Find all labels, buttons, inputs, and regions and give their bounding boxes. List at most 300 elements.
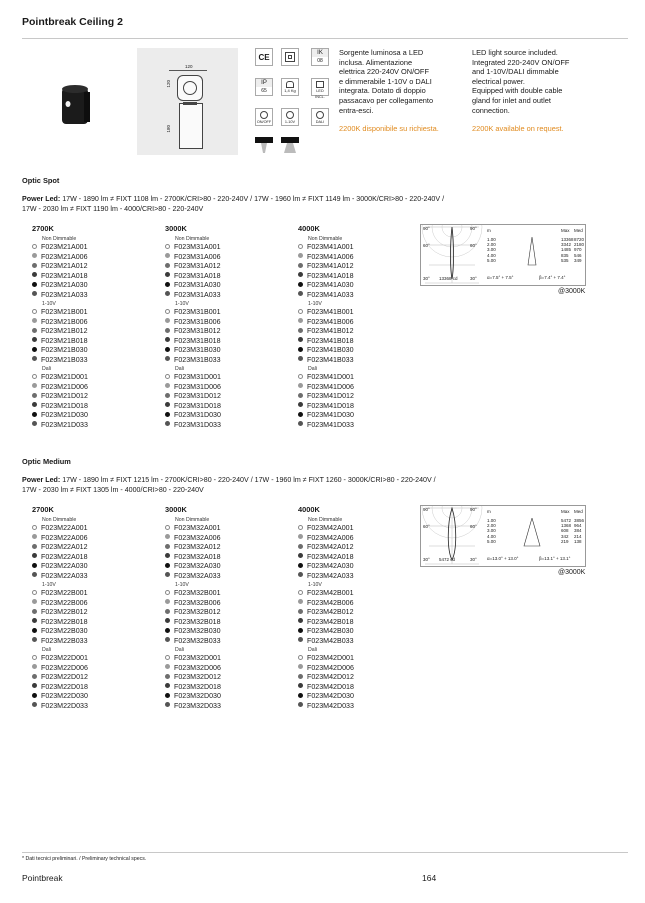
finish-color-swatch xyxy=(165,263,170,268)
product-code: F023M41A006 xyxy=(298,253,428,263)
table-cell: 3.00 xyxy=(487,247,496,253)
finish-color-swatch xyxy=(165,702,170,707)
angle-label: 60° xyxy=(423,243,430,248)
product-code: F023M21D012 xyxy=(32,392,162,402)
product-code: F023M21B030 xyxy=(32,346,162,356)
onoff-icon: ON/OFF xyxy=(255,108,273,126)
product-code: F023M41D030 xyxy=(298,411,428,421)
product-code: F023M32B030 xyxy=(165,627,295,637)
table-cell: 349 xyxy=(574,257,582,263)
table-cell: 138 xyxy=(574,538,582,544)
table-cell: 1368 xyxy=(561,523,572,529)
product-code: F023M22A001 xyxy=(32,524,162,534)
column-temperature: 2700K xyxy=(32,505,54,514)
product-code: F023M22B006 xyxy=(32,599,162,609)
product-code: F023M31B006 xyxy=(165,318,295,328)
finish-color-swatch xyxy=(32,599,37,604)
group-label: Dali xyxy=(42,647,51,653)
finish-color-swatch xyxy=(298,328,303,333)
dimmer-1-10v-icon: 1-10V xyxy=(281,108,299,126)
finish-color-swatch xyxy=(165,563,170,568)
product-code: F023M31D030 xyxy=(165,411,295,421)
product-code: F023M22A012 xyxy=(32,543,162,553)
finish-color-swatch xyxy=(165,599,170,604)
product-code: F023M41D033 xyxy=(298,421,428,431)
column-temperature: 2700K xyxy=(32,224,54,233)
finish-color-swatch xyxy=(32,525,37,530)
finish-color-swatch xyxy=(165,618,170,623)
finish-color-swatch xyxy=(298,421,303,426)
finish-color-swatch xyxy=(32,421,37,426)
product-code: F023M31A006 xyxy=(165,253,295,263)
finish-color-swatch xyxy=(298,253,303,258)
product-photo xyxy=(58,82,98,128)
table-cell: 964 xyxy=(574,523,582,529)
footer-divider xyxy=(22,852,628,853)
finish-color-swatch xyxy=(32,412,37,417)
table-cell: 2.00 xyxy=(487,523,496,529)
finish-color-swatch xyxy=(298,553,303,558)
angle-label: 30° xyxy=(470,557,477,562)
beam-medium-icon xyxy=(281,137,299,153)
product-code: F023M22A033 xyxy=(32,572,162,582)
product-code: F023M32D001 xyxy=(165,654,295,664)
product-code: F023M42B033 xyxy=(298,637,428,647)
finish-color-swatch xyxy=(298,534,303,539)
product-code: F023M41B012 xyxy=(298,327,428,337)
product-code: F023M42D030 xyxy=(298,692,428,702)
product-code: F023M22A030 xyxy=(32,562,162,572)
section-optic-spot xyxy=(0,176,645,446)
technical-drawing xyxy=(137,48,238,155)
class-ii-icon xyxy=(281,48,299,66)
finish-color-swatch xyxy=(32,356,37,361)
finish-color-swatch xyxy=(298,637,303,642)
product-code: F023M42B018 xyxy=(298,618,428,628)
finish-color-swatch xyxy=(32,282,37,287)
finish-color-swatch xyxy=(165,637,170,642)
product-code: F023M41B001 xyxy=(298,308,428,318)
code-column-2700k xyxy=(32,505,162,711)
ik-rating-icon: IK 08 xyxy=(311,48,329,66)
product-code: F023M42D018 xyxy=(298,683,428,693)
product-code: F023M32B006 xyxy=(165,599,295,609)
product-code: F023M32D018 xyxy=(165,683,295,693)
product-code: F023M31B030 xyxy=(165,346,295,356)
product-code: F023M42D012 xyxy=(298,673,428,683)
beam-cone-sketch xyxy=(517,237,547,267)
measurement-reference: @3000K xyxy=(558,569,586,576)
product-code: F023M41B033 xyxy=(298,356,428,366)
product-code: F023M31A001 xyxy=(165,243,295,253)
product-code: F023M42D006 xyxy=(298,664,428,674)
finish-color-swatch xyxy=(298,525,303,530)
finish-color-swatch xyxy=(298,664,303,669)
column-temperature: 3000K xyxy=(165,224,187,233)
product-code: F023M32A001 xyxy=(165,524,295,534)
product-code: F023M41B030 xyxy=(298,346,428,356)
finish-color-swatch xyxy=(32,263,37,268)
group-label: Dali xyxy=(308,366,317,372)
ce-mark-icon: CE xyxy=(255,48,273,66)
product-code: F023M41D018 xyxy=(298,402,428,412)
finish-color-swatch xyxy=(32,347,37,352)
product-code: F023M31B001 xyxy=(165,308,295,318)
finish-color-swatch xyxy=(165,309,170,314)
measurement-reference: @3000K xyxy=(558,288,586,295)
finish-color-swatch xyxy=(298,674,303,679)
product-code: F023M41A012 xyxy=(298,262,428,272)
dimension-width: 120 xyxy=(185,64,193,69)
product-code: F023M31A012 xyxy=(165,262,295,272)
finish-color-swatch xyxy=(165,412,170,417)
finish-color-swatch xyxy=(165,421,170,426)
code-column-3000k xyxy=(165,224,295,430)
table-cell: 5472 xyxy=(561,518,572,523)
table-cell: 4.00 xyxy=(487,252,496,258)
table-header: Max xyxy=(561,509,570,514)
finish-color-swatch xyxy=(298,393,303,398)
finish-color-swatch xyxy=(32,563,37,568)
group-label: 1-10V xyxy=(175,301,189,307)
product-code: F023M42A001 xyxy=(298,524,428,534)
beam-angle-alpha: α=7.5° + 7.5° xyxy=(487,275,514,280)
finish-color-swatch xyxy=(165,525,170,530)
group-label: Dali xyxy=(308,647,317,653)
table-cell: 219 xyxy=(561,538,569,544)
header-divider xyxy=(22,38,628,39)
ip-rating-icon: IP 65 xyxy=(255,78,273,96)
finish-color-swatch xyxy=(32,702,37,707)
finish-color-swatch xyxy=(298,609,303,614)
product-code: F023M21D001 xyxy=(32,373,162,383)
finish-color-swatch xyxy=(298,282,303,287)
finish-color-swatch xyxy=(165,674,170,679)
finish-color-swatch xyxy=(165,393,170,398)
group-label: Dali xyxy=(175,647,184,653)
finish-color-swatch xyxy=(165,572,170,577)
product-code: F023M21B006 xyxy=(32,318,162,328)
product-code: F023M32A030 xyxy=(165,562,295,572)
angle-label: 60° xyxy=(470,243,477,248)
finish-color-swatch xyxy=(298,693,303,698)
product-code: F023M42B030 xyxy=(298,627,428,637)
group-label: 1-10V xyxy=(42,301,56,307)
product-code: F023M32A033 xyxy=(165,572,295,582)
photometric-diagram xyxy=(420,505,586,567)
product-code: F023M22D006 xyxy=(32,664,162,674)
angle-label: 90° xyxy=(470,226,477,231)
product-code: F023M42B001 xyxy=(298,589,428,599)
angle-label: 60° xyxy=(423,524,430,529)
section-title: Optic Spot xyxy=(22,176,60,185)
product-code: F023M32B033 xyxy=(165,637,295,647)
product-code: F023M21B018 xyxy=(32,337,162,347)
finish-color-swatch xyxy=(298,374,303,379)
finish-color-swatch xyxy=(32,337,37,342)
product-code: F023M31D012 xyxy=(165,392,295,402)
product-code: F023M32B018 xyxy=(165,618,295,628)
finish-color-swatch xyxy=(298,309,303,314)
finish-color-swatch xyxy=(298,318,303,323)
finish-color-swatch xyxy=(32,664,37,669)
product-code: F023M42A030 xyxy=(298,562,428,572)
finish-color-swatch xyxy=(165,337,170,342)
product-code: F023M22A006 xyxy=(32,534,162,544)
product-code: F023M22B030 xyxy=(32,627,162,637)
finish-color-swatch xyxy=(165,244,170,249)
finish-color-swatch xyxy=(165,291,170,296)
finish-color-swatch xyxy=(32,383,37,388)
table-cell: 1.00 xyxy=(487,518,496,523)
product-code: F023M32A006 xyxy=(165,534,295,544)
table-cell: 2.00 xyxy=(487,242,496,248)
group-label: Non Dimmable xyxy=(175,517,210,523)
table-cell: 3.00 xyxy=(487,528,496,534)
product-code: F023M31B012 xyxy=(165,327,295,337)
product-code: F023M21B001 xyxy=(32,308,162,318)
product-code: F023M42A012 xyxy=(298,543,428,553)
product-code: F023M42D001 xyxy=(298,654,428,664)
finish-color-swatch xyxy=(32,572,37,577)
finish-color-swatch xyxy=(165,590,170,595)
footnote: * Dati tecnici preliminari. / Preliminary technical specs. xyxy=(22,856,147,862)
product-code: F023M31A033 xyxy=(165,291,295,301)
page-title: Pointbreak Ceiling 2 xyxy=(22,16,123,28)
table-header: Max xyxy=(561,228,570,233)
product-code: F023M32B012 xyxy=(165,608,295,618)
table-cell: 13368 xyxy=(561,237,574,242)
product-code: F023M21A033 xyxy=(32,291,162,301)
code-column-4000k xyxy=(298,224,428,430)
beam-angle-beta: β=7.4° + 7.4° xyxy=(539,275,566,280)
table-cell: 1.00 xyxy=(487,237,496,242)
product-code: F023M41B018 xyxy=(298,337,428,347)
finish-color-swatch xyxy=(32,291,37,296)
product-code: F023M42B006 xyxy=(298,599,428,609)
finish-color-swatch xyxy=(32,618,37,623)
finish-color-swatch xyxy=(165,282,170,287)
finish-color-swatch xyxy=(165,272,170,277)
code-column-2700k xyxy=(32,224,162,430)
product-code: F023M31D001 xyxy=(165,373,295,383)
product-code: F023M22B033 xyxy=(32,637,162,647)
finish-color-swatch xyxy=(298,291,303,296)
product-code: F023M21A018 xyxy=(32,272,162,282)
finish-color-swatch xyxy=(32,328,37,333)
table-header: Med xyxy=(574,228,583,233)
table-cell: 970 xyxy=(574,247,582,253)
column-temperature: 4000K xyxy=(298,505,320,514)
product-code: F023M41B006 xyxy=(298,318,428,328)
finish-color-swatch xyxy=(298,655,303,660)
finish-color-swatch xyxy=(32,374,37,379)
finish-color-swatch xyxy=(165,628,170,633)
product-code: F023M21A001 xyxy=(32,243,162,253)
table-header: Med xyxy=(574,509,583,514)
finish-color-swatch xyxy=(298,544,303,549)
power-spec: Power Led: 17W - 1890 lm ≠ FIXT 1108 lm - 2700K/CRI>80 - 220-240V / 17W - 1960 lm ≠ FIXT 1149 lm - 3000K/CRI>80 - 220-240V / 17W - 2030 lm ≠ FIXT 1190 lm - 4000/CRI>80 - 220-240V xyxy=(22,195,445,213)
dimension-height-top: 120 xyxy=(165,80,171,88)
finish-color-swatch xyxy=(165,664,170,669)
finish-color-swatch xyxy=(32,393,37,398)
beam-angle-alpha: α=13.0° + 13.0° xyxy=(487,556,519,561)
product-code: F023M31A030 xyxy=(165,281,295,291)
finish-color-swatch xyxy=(32,253,37,258)
dimension-height-body: 180 xyxy=(165,125,171,133)
finish-color-swatch xyxy=(165,328,170,333)
finish-color-swatch xyxy=(298,337,303,342)
product-code: F023M21D033 xyxy=(32,421,162,431)
table-cell: 535 xyxy=(561,257,569,263)
beam-cone-sketch xyxy=(517,518,547,548)
product-code: F023M22D030 xyxy=(32,692,162,702)
finish-color-swatch xyxy=(165,318,170,323)
group-label: 1-10V xyxy=(175,582,189,588)
group-label: 1-10V xyxy=(308,301,322,307)
group-label: Non Dimmable xyxy=(175,236,210,242)
finish-color-swatch xyxy=(298,402,303,407)
angle-label: 30° xyxy=(423,557,430,562)
table-cell: 384 xyxy=(574,528,582,534)
finish-color-swatch xyxy=(32,544,37,549)
product-code: F023M22D033 xyxy=(32,702,162,712)
product-code: F023M41D006 xyxy=(298,383,428,393)
finish-color-swatch xyxy=(32,553,37,558)
peak-intensity: 5472 cd xyxy=(439,557,456,562)
angle-label: 90° xyxy=(470,507,477,512)
finish-color-swatch xyxy=(32,318,37,323)
product-code: F023M32D012 xyxy=(165,673,295,683)
angle-label: 30° xyxy=(470,276,477,281)
product-code: F023M21A006 xyxy=(32,253,162,263)
finish-color-swatch xyxy=(298,572,303,577)
finish-color-swatch xyxy=(165,347,170,352)
dali-icon: DALI xyxy=(311,108,329,126)
note-english: 2200K available on request. xyxy=(472,124,564,134)
table-cell: 608 xyxy=(561,528,569,534)
finish-color-swatch xyxy=(165,356,170,361)
finish-color-swatch xyxy=(165,693,170,698)
finish-color-swatch xyxy=(298,244,303,249)
group-label: Dali xyxy=(175,366,184,372)
column-temperature: 3000K xyxy=(165,505,187,514)
finish-color-swatch xyxy=(32,244,37,249)
product-code: F023M21D006 xyxy=(32,383,162,393)
product-code: F023M42B012 xyxy=(298,608,428,618)
table-cell: 835 xyxy=(561,252,569,258)
table-cell: 342 xyxy=(561,533,569,539)
product-code: F023M21B033 xyxy=(32,356,162,366)
finish-color-swatch xyxy=(32,272,37,277)
product-code: F023M41A018 xyxy=(298,272,428,282)
product-code: F023M32A018 xyxy=(165,553,295,563)
beam-angle-beta: β=13.1° + 13.1° xyxy=(539,556,571,561)
finish-color-swatch xyxy=(32,609,37,614)
group-label: 1-10V xyxy=(308,582,322,588)
finish-color-swatch xyxy=(298,563,303,568)
product-code: F023M42A033 xyxy=(298,572,428,582)
product-code: F023M32D033 xyxy=(165,702,295,712)
finish-color-swatch xyxy=(298,683,303,688)
product-code: F023M42A018 xyxy=(298,553,428,563)
finish-color-swatch xyxy=(298,618,303,623)
product-code: F023M22B001 xyxy=(32,589,162,599)
group-label: Non Dimmable xyxy=(42,236,77,242)
finish-color-swatch xyxy=(32,683,37,688)
finish-color-swatch xyxy=(32,590,37,595)
product-code: F023M22D001 xyxy=(32,654,162,664)
peak-intensity: 13368 cd xyxy=(439,276,458,281)
product-code: F023M21B012 xyxy=(32,327,162,337)
code-column-4000k xyxy=(298,505,428,711)
group-label: Dali xyxy=(42,366,51,372)
power-spec: Power Led: 17W - 1890 lm ≠ FIXT 1215 lm - 2700K/CRI>80 - 220-240V / 17W - 1960 lm ≠ FIXT 1260 - 3000K/CRI>80 - 220-240V / 17W - 2030 lm ≠ FIXT 1305 lm - 4000/CRI>80 - 220-240V xyxy=(22,476,436,494)
table-header: m xyxy=(487,228,491,233)
table-cell: 8720 xyxy=(574,237,585,242)
product-code: F023M21D030 xyxy=(32,411,162,421)
product-code: F023M32D006 xyxy=(165,664,295,674)
table-cell: 546 xyxy=(574,252,582,258)
finish-color-swatch xyxy=(298,356,303,361)
finish-color-swatch xyxy=(298,599,303,604)
description-english: LED light source included. Integrated 220-240V ON/OFF and 1-10V/DALI dimmable electrical power. Equipped with double cable gland for inlet and outlet connection. 2200K available on request. xyxy=(472,48,602,134)
product-code: F023M32D030 xyxy=(165,692,295,702)
product-code: F023M21A012 xyxy=(32,262,162,272)
product-code: F023M32A012 xyxy=(165,543,295,553)
finish-color-swatch xyxy=(165,683,170,688)
product-code: F023M22D012 xyxy=(32,673,162,683)
product-code: F023M31D006 xyxy=(165,383,295,393)
finish-color-swatch xyxy=(32,402,37,407)
column-temperature: 4000K xyxy=(298,224,320,233)
product-code: F023M21A030 xyxy=(32,281,162,291)
finish-color-swatch xyxy=(298,272,303,277)
product-code: F023M41A030 xyxy=(298,281,428,291)
product-code: F023M31D018 xyxy=(165,402,295,412)
group-label: Non Dimmable xyxy=(308,236,343,242)
finish-color-swatch xyxy=(298,702,303,707)
dimension-line xyxy=(169,70,207,71)
angle-label: 90° xyxy=(423,507,430,512)
angle-label: 90° xyxy=(423,226,430,231)
finish-color-swatch xyxy=(165,253,170,258)
led-included-icon: LED INCL. xyxy=(311,78,329,96)
table-cell: 214 xyxy=(574,533,582,539)
product-code: F023M22D018 xyxy=(32,683,162,693)
product-code: F023M31A018 xyxy=(165,272,295,282)
table-cell: 5.00 xyxy=(487,538,496,544)
footer-brand: Pointbreak xyxy=(22,873,63,883)
group-label: Non Dimmable xyxy=(308,517,343,523)
finish-color-swatch xyxy=(165,402,170,407)
product-code: F023M31B018 xyxy=(165,337,295,347)
angle-label: 30° xyxy=(423,276,430,281)
beam-narrow-icon xyxy=(255,137,273,153)
finish-color-swatch xyxy=(32,693,37,698)
product-code: F023M22A018 xyxy=(32,553,162,563)
table-cell: 5.00 xyxy=(487,257,496,263)
product-code: F023M42A006 xyxy=(298,534,428,544)
product-code: F023M41D001 xyxy=(298,373,428,383)
finish-color-swatch xyxy=(298,383,303,388)
finish-color-swatch xyxy=(32,637,37,642)
finish-color-swatch xyxy=(165,553,170,558)
table-cell: 1485 xyxy=(561,247,572,253)
finish-color-swatch xyxy=(165,655,170,660)
finish-color-swatch xyxy=(165,544,170,549)
section-title: Optic Medium xyxy=(22,457,71,466)
